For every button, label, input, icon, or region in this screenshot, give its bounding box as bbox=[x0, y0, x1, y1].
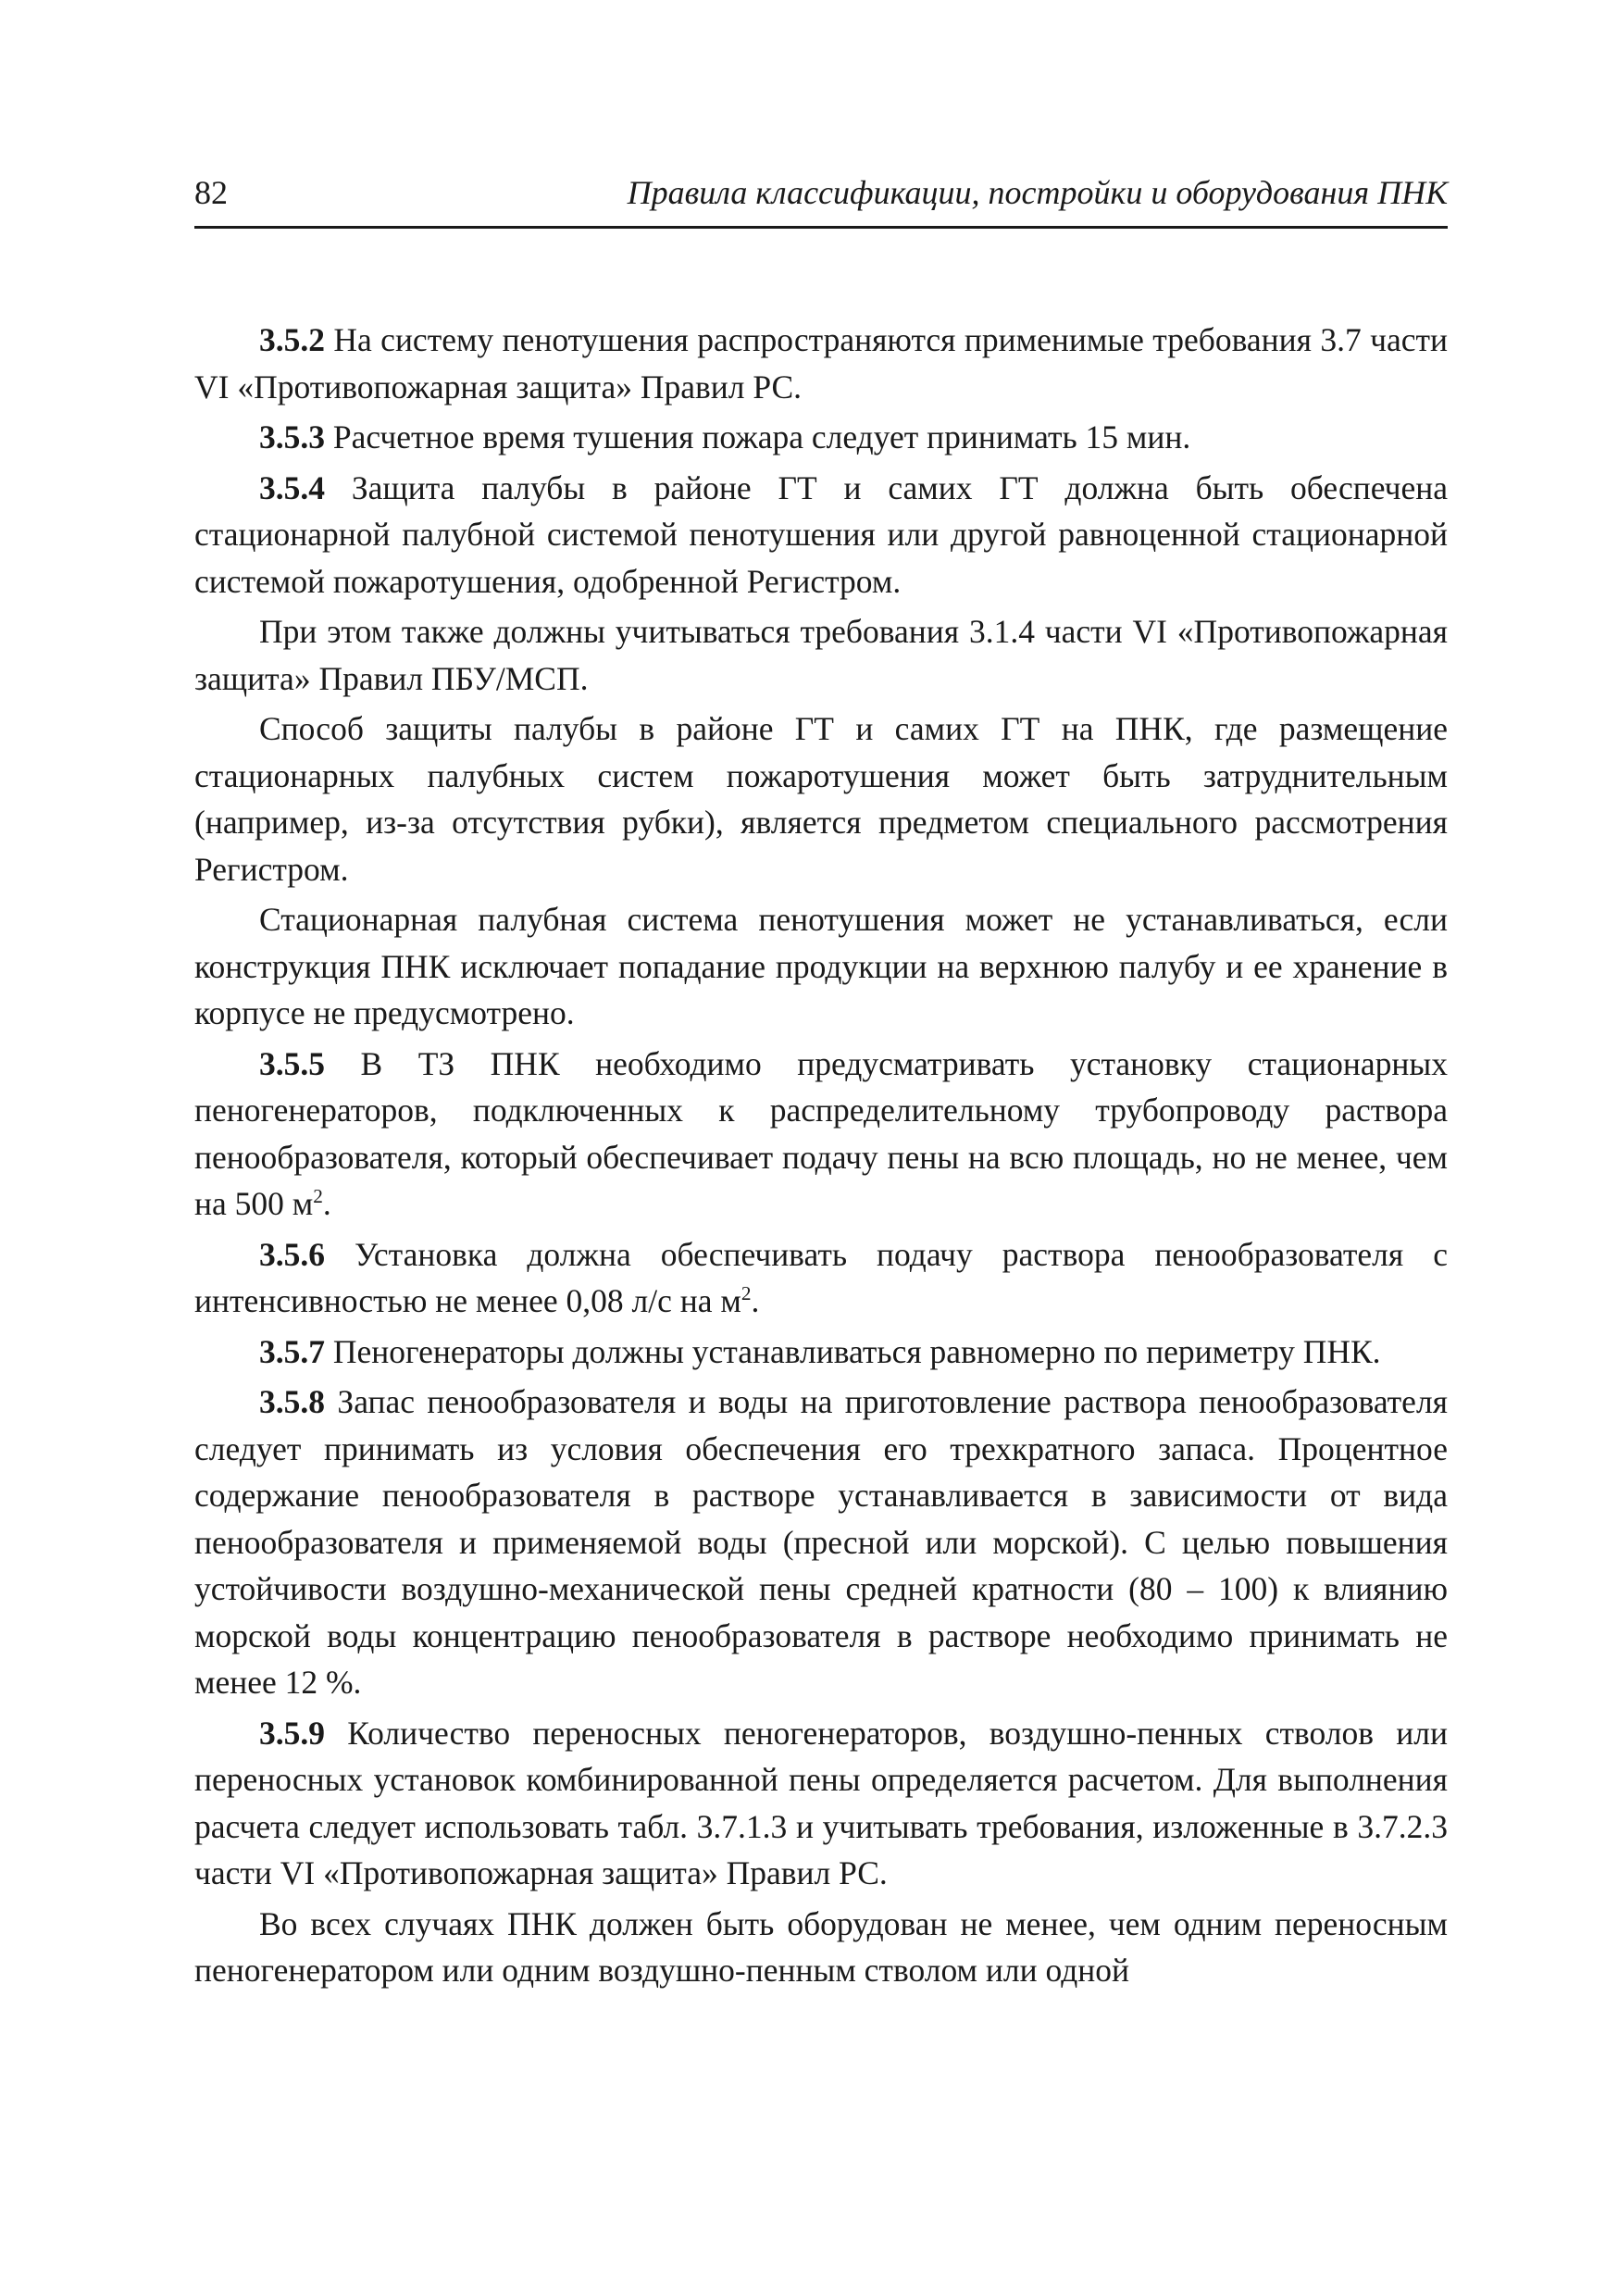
clause-number: 3.5.8 bbox=[259, 1383, 325, 1420]
paragraph-tail: . bbox=[751, 1282, 760, 1319]
paragraph-text: Пеногенераторы должны устанавливаться равномерно по периметру ПНК. bbox=[325, 1332, 1381, 1370]
clause-number: 3.5.2 bbox=[259, 321, 325, 358]
paragraph-text: Расчетное время тушения пожара следует принимать 15 мин. bbox=[325, 418, 1191, 455]
clause-number: 3.5.7 bbox=[259, 1332, 325, 1370]
paragraph-3-5-8 bbox=[194, 1379, 1448, 1706]
paragraph-3-5-9-continuation bbox=[194, 1901, 1448, 1994]
paragraph-tail: . bbox=[322, 1185, 331, 1222]
superscript: 2 bbox=[741, 1282, 752, 1305]
paragraph-3-5-4 bbox=[194, 465, 1448, 605]
paragraph-text: Запас пенообразователя и воды на приготовление раствора пенообразователя следует принимать из условия обеспечения его трехкратного запаса. Процентное содержание пенообразователя в растворе устанавливается в зависимости от вида пенообразователя и применяемой воды (пресной или морской). С целью повышения устойчивости воздушно-механической пены средней кратности (80 – 100) к влиянию морской воды концентрацию пенообразователя в растворе необходимо принимать не менее 12 %. bbox=[194, 1383, 1448, 1701]
paragraph-text: Установка должна обеспечивать подачу раствора пенообразователя с интенсивностью не менее 0,08 л/с на м bbox=[194, 1235, 1448, 1319]
clause-number: 3.5.5 bbox=[259, 1044, 325, 1082]
paragraph-text: При этом также должны учитываться требования 3.1.4 части VI «Противопожарная защита» Правил ПБУ/МСП. bbox=[194, 613, 1448, 697]
paragraph-text: Защита палубы в районе ГТ и самих ГТ должна быть обеспечена стационарной палубной системой пенотушения или другой равноценной стационарной системой пожаротушения, одобренной Регистром. bbox=[194, 468, 1448, 600]
paragraph-3-5-2 bbox=[194, 317, 1448, 410]
paragraph-3-5-9 bbox=[194, 1710, 1448, 1897]
clause-number: 3.5.6 bbox=[259, 1235, 325, 1273]
paragraph-3-5-5 bbox=[194, 1041, 1448, 1228]
paragraph-text: Во всех случаях ПНК должен быть оборудован не менее, чем одним переносным пеногенератором или одним воздушно-пенным стволом или одной bbox=[194, 1904, 1448, 1989]
paragraph-3-5-3 bbox=[194, 414, 1448, 461]
running-title: Правила классификации, постройки и оборудования ПНК bbox=[627, 174, 1448, 211]
paragraph-text: В ТЗ ПНК необходимо предусматривать установку стационарных пеногенераторов, подключенных к распределительному трубопроводу раствора пенообразователя, который обеспечивает подачу пены на всю площадь, но не менее, чем на 500 м bbox=[194, 1044, 1448, 1222]
paragraph-text: Способ защиты палубы в районе ГТ и самих ГТ на ПНК, где размещение стационарных палубных систем пожаротушения может быть затруднительным (например, из-за отсутствия рубки), является предметом специального рассмотрения Регистром. bbox=[194, 710, 1448, 888]
clause-number: 3.5.9 bbox=[259, 1714, 325, 1752]
paragraph-3-5-7 bbox=[194, 1329, 1448, 1376]
page-number: 82 bbox=[194, 174, 228, 211]
body-text bbox=[194, 317, 1448, 1998]
paragraph-3-5-4-exemption bbox=[194, 896, 1448, 1037]
superscript: 2 bbox=[313, 1185, 323, 1208]
paragraph-text: На систему пенотушения распространяются применимые требования 3.7 части VI «Противопожарная защита» Правил РС. bbox=[194, 321, 1448, 406]
paragraph-3-5-4-protection-method bbox=[194, 705, 1448, 892]
paragraph-text: Количество переносных пеногенераторов, воздушно-пенных стволов или переносных установок комбинированной пены определяется расчетом. Для выполнения расчета следует использовать табл. 3.7.1.3 и учитывать требования, изложенные в 3.7.2.3 части VI «Противопожарная защита» Правил РС. bbox=[194, 1714, 1448, 1891]
page-header bbox=[194, 172, 1448, 229]
paragraph-3-5-6 bbox=[194, 1231, 1448, 1325]
clause-number: 3.5.3 bbox=[259, 418, 325, 455]
clause-number: 3.5.4 bbox=[259, 468, 325, 506]
paragraph-3-5-4-requirements bbox=[194, 608, 1448, 702]
paragraph-text: Стационарная палубная система пенотушения может не устанавливаться, если конструкция ПНК исключает попадание продукции на верхнюю палубу и ее хранение в корпусе не предусмотрено. bbox=[194, 901, 1448, 1031]
